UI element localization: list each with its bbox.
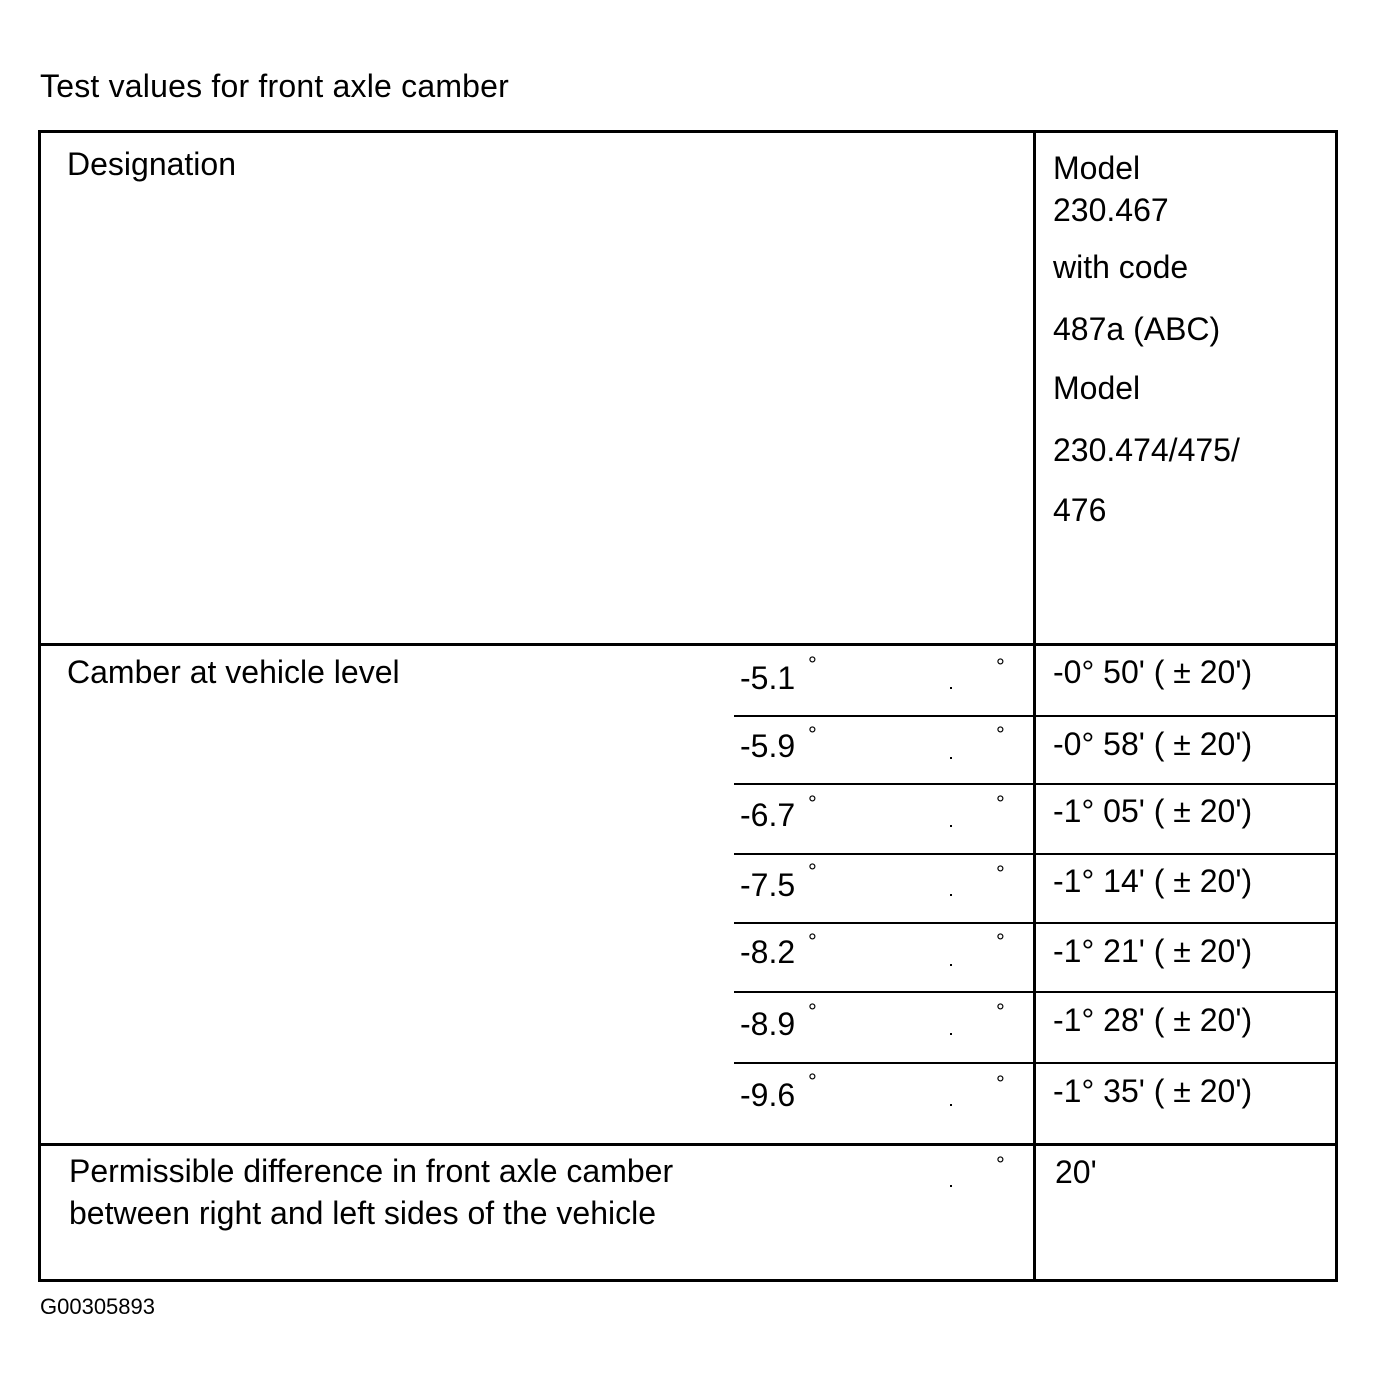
model-line: 230.474/475/ xyxy=(1053,432,1240,468)
degree-symbol: ° xyxy=(996,929,1005,954)
dot-marker xyxy=(950,687,952,689)
table-border-bottom xyxy=(38,1279,1338,1282)
degree-symbol: ° xyxy=(808,929,817,954)
row-divider xyxy=(734,783,1338,785)
degree-symbol: ° xyxy=(996,791,1005,816)
figure-id: G00305893 xyxy=(40,1294,155,1319)
degree-symbol: ° xyxy=(808,1069,817,1094)
degree-symbol: ° xyxy=(996,722,1005,747)
row-divider xyxy=(734,853,1338,855)
dot-marker xyxy=(950,894,952,896)
camber-label: Camber at vehicle level xyxy=(67,654,400,690)
header-divider xyxy=(38,643,1338,646)
degree-symbol: ° xyxy=(808,791,817,816)
camber-level: -8.9 xyxy=(740,1006,796,1042)
camber-value: -1° 35' ( ± 20') xyxy=(1053,1073,1253,1109)
camber-level: -5.1 xyxy=(740,660,796,696)
camber-level: -8.2 xyxy=(740,934,796,970)
degree-symbol: ° xyxy=(808,999,817,1024)
row-divider xyxy=(734,991,1338,993)
row-divider xyxy=(734,1062,1338,1064)
degree-symbol: ° xyxy=(808,652,817,677)
document-title: Test values for front axle camber xyxy=(40,68,510,104)
camber-value: -0° 58' ( ± 20') xyxy=(1053,726,1253,762)
table-border-top xyxy=(38,130,1338,133)
model-line: Model xyxy=(1053,370,1141,406)
camber-level: -6.7 xyxy=(740,797,796,833)
degree-symbol: ° xyxy=(996,654,1005,679)
column-divider xyxy=(1033,130,1036,1282)
camber-value: -1° 21' ( ± 20') xyxy=(1053,933,1253,969)
degree-symbol: ° xyxy=(808,859,817,884)
model-line: Model xyxy=(1053,150,1141,186)
degree-symbol: ° xyxy=(996,861,1005,886)
dot-marker xyxy=(950,1185,952,1187)
camber-value: -1° 14' ( ± 20') xyxy=(1053,863,1253,899)
degree-symbol: ° xyxy=(808,722,817,747)
difference-label-line1: Permissible difference in front axle camber xyxy=(69,1153,674,1189)
table-border-left xyxy=(38,130,41,1282)
dot-marker xyxy=(950,1104,952,1106)
difference-label-line2: between right and left sides of the vehicle xyxy=(69,1195,657,1231)
camber-value: -1° 05' ( ± 20') xyxy=(1053,793,1253,829)
model-line: 487a (ABC) xyxy=(1053,311,1221,347)
model-line: 230.467 xyxy=(1053,192,1169,228)
camber-section-divider xyxy=(38,1143,1338,1146)
degree-symbol: ° xyxy=(996,1071,1005,1096)
model-line: 476 xyxy=(1053,492,1107,528)
row-divider xyxy=(734,922,1338,924)
camber-level: -7.5 xyxy=(740,867,796,903)
difference-value: 20' xyxy=(1055,1154,1097,1190)
camber-level: -9.6 xyxy=(740,1077,796,1113)
dot-marker xyxy=(950,964,952,966)
degree-symbol: ° xyxy=(996,1152,1005,1177)
row-divider xyxy=(734,715,1338,717)
dot-marker xyxy=(950,825,952,827)
designation-header: Designation xyxy=(67,146,236,182)
camber-level: -5.9 xyxy=(740,728,796,764)
dot-marker xyxy=(950,1033,952,1035)
model-line: with code xyxy=(1053,249,1189,285)
camber-value: -0° 50' ( ± 20') xyxy=(1053,654,1253,690)
degree-symbol: ° xyxy=(996,999,1005,1024)
camber-value: -1° 28' ( ± 20') xyxy=(1053,1002,1253,1038)
table-border-right xyxy=(1335,130,1338,1282)
dot-marker xyxy=(950,757,952,759)
